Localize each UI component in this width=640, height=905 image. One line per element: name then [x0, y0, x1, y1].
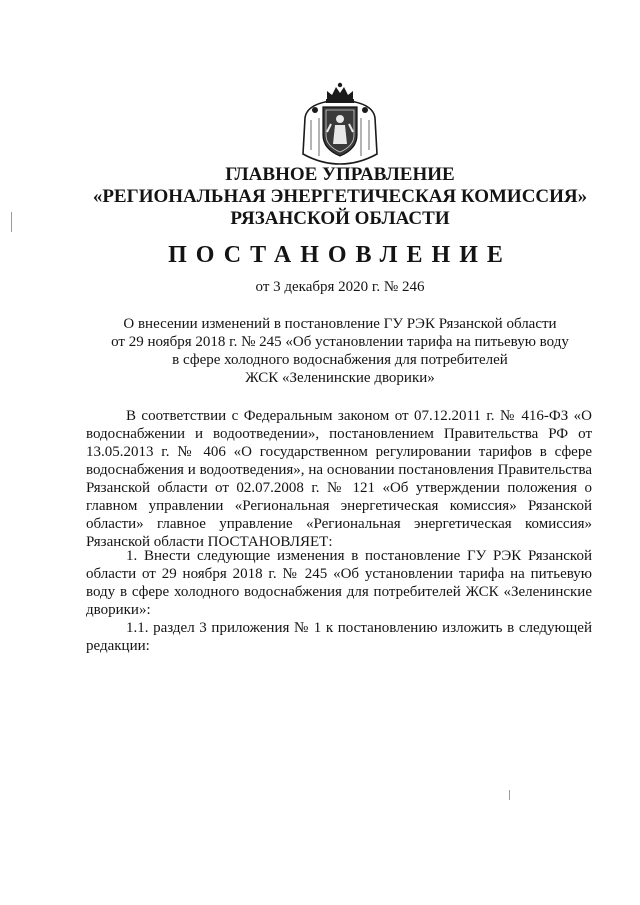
subject-line-4: ЖСК «Зеленинские дворики» — [245, 370, 435, 386]
org-name-line-2: «РЕГИОНАЛЬНАЯ ЭНЕРГЕТИЧЕСКАЯ КОМИССИЯ» — [92, 186, 588, 207]
subject-line-1: О внесении изменений в постановление ГУ РЭК Рязанской области — [123, 316, 557, 332]
document-type-title: ПОСТАНОВЛЕНИЕ — [168, 242, 512, 268]
subject-line-3: в сфере холодного водоснабжения для потребителей — [172, 352, 508, 368]
item-1-paragraph: 1. Внести следующие изменения в постановление ГУ РЭК Рязанской области от 29 ноября 2018 г. № 245 «Об установлении тарифа на питьевую воду в сфере холодного водоснабжения для потребителей ЖСК «Зеленинские дворики»: — [86, 548, 592, 618]
document-date-number: от 3 декабря 2020 г. № 246 — [255, 279, 425, 295]
scan-mark — [509, 790, 510, 800]
coat-of-arms-icon — [297, 80, 383, 166]
item-1-1-paragraph: 1.1. раздел 3 приложения № 1 к постановлению изложить в следующей редакции: — [86, 620, 592, 654]
org-name-line-1: ГЛАВНОЕ УПРАВЛЕНИЕ — [225, 164, 455, 185]
preamble-paragraph: В соответствии с Федеральным законом от 07.12.2011 г. № 416-ФЗ «О водоснабжении и водоотведении», постановлением Правительства РФ от 13.05.2013 г. № 406 «О государственном регулировании тарифов в сфере водоснабжения и водоотведения», на основании постановления Правительства Рязанской области от 02.07.2008 г. № 121 «Об утверждении положения о главном управлении «Региональная энергетическая комиссия» Рязанской области» главное управление «Региональная энергетическая комиссия» Рязанской области ПОСТАНОВЛЯЕТ: — [86, 408, 592, 550]
document-subject — [60, 315, 620, 387]
scan-mark — [11, 212, 12, 232]
subject-line-2: от 29 ноября 2018 г. № 245 «Об установлении тарифа на питьевую воду — [111, 334, 569, 350]
org-name-line-3: РЯЗАНСКОЙ ОБЛАСТИ — [230, 208, 450, 229]
